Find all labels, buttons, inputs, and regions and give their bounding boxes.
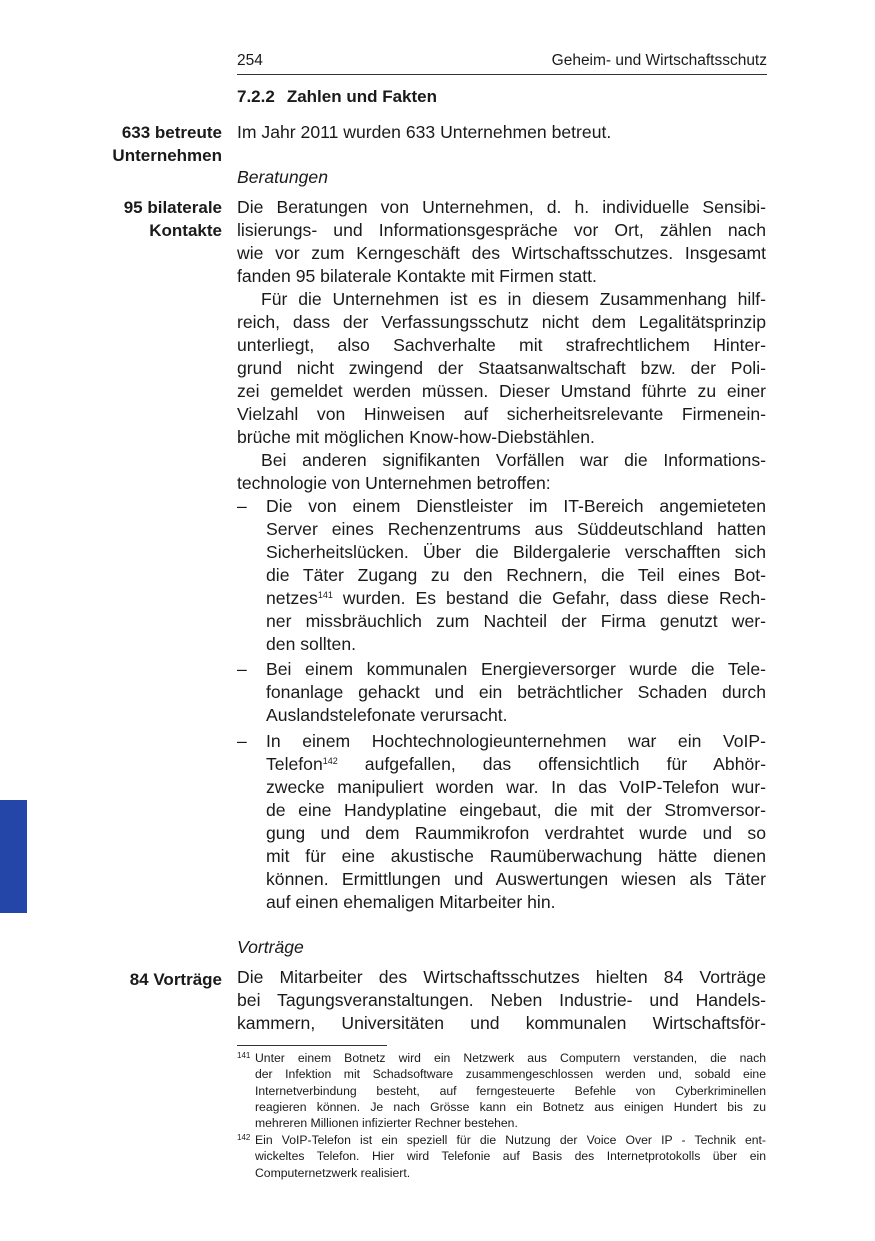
section-title: Zahlen und Fakten — [286, 87, 437, 106]
margin-note-line: 95 bilaterale — [123, 198, 222, 217]
paragraph-legalitaet — [237, 288, 766, 449]
paragraph-beratungen — [237, 196, 766, 288]
footnote-number: 142 — [237, 1133, 251, 1142]
subheading-beratungen: Beratungen — [237, 167, 328, 187]
text-line: technologie von Unternehmen betroffen: — [237, 473, 551, 493]
text-line: Vielzahl von Hinweisen auf sicherheitsrelevante Firmenein- — [237, 404, 766, 424]
text-line: kammern, Universitäten und kommunalen Wirtschaftsför- — [237, 1013, 766, 1033]
footnote-141 — [237, 1050, 766, 1131]
footnote-rule — [237, 1045, 387, 1046]
margin-note-talks — [130, 968, 222, 991]
footnote-ref-142: 142 — [322, 756, 338, 766]
text-line: Die Mitarbeiter des Wirtschaftsschutzes hielten 84 Vorträge — [237, 967, 766, 987]
text-line: wie vor zum Kerngeschäft des Wirtschaftsschutzes. Insgesamt — [237, 243, 766, 263]
bullet-dash: – — [237, 731, 247, 751]
margin-note-contacts — [124, 196, 222, 242]
text-line: reich, dass der Verfassungsschutz nicht dem Legalitätsprinzip — [237, 312, 766, 332]
text-line: können. Ermittlungen und Auswertungen wiesen als Täter — [266, 869, 766, 889]
text-line: fanden 95 bilaterale Kontakte mit Firmen statt. — [237, 266, 597, 286]
text-line: Server eines Rechenzentrums aus Süddeutschland hatten — [266, 519, 766, 539]
text-fragment: Telefon — [266, 754, 323, 774]
text-line: zei gemeldet werden müssen. Dieser Umstand führte zu einer — [237, 381, 766, 401]
text-line: Bei anderen signifikanten Vorfällen war die Informations- — [261, 450, 766, 470]
text-line: zwecke manipuliert worden war. In das VoIP-Telefon wur- — [266, 777, 766, 797]
text-fragment: wurden. Es bestand die Gefahr, dass diese Rech- — [332, 588, 766, 608]
text-line: auf einen ehemaligen Mitarbeiter hin. — [266, 892, 556, 912]
page-number: 254 — [237, 52, 263, 69]
section-number: 7.2.2 — [237, 87, 275, 106]
margin-note-line: Kontakte — [149, 221, 222, 240]
footnote-ref-141: 141 — [317, 590, 333, 600]
subheading-vortraege: Vorträge — [237, 937, 304, 957]
footnote-number: 141 — [237, 1051, 251, 1060]
footnote-line: wickeltes Telefon. Hier wird Telefonie auf Basis des Internetprotokolls über ein — [255, 1149, 766, 1164]
text-line: grund nicht zwingend der Staatsanwaltschaft bzw. der Poli- — [237, 358, 766, 378]
text-line: Für die Unternehmen ist es in diesem Zusammenhang hilf- — [261, 289, 766, 309]
text-line: Auslandstelefonate verursacht. — [266, 705, 508, 725]
paragraph-vorfaelle — [237, 449, 766, 495]
footnote-line: mehreren Millionen infizierter Rechner bestehen. — [255, 1116, 518, 1131]
text-line: fonanlage gehackt und ein beträchtlicher Schaden durch — [266, 682, 766, 702]
bullet-dash: – — [237, 496, 247, 516]
text-line: In einem Hochtechnologieunternehmen war ein VoIP- — [266, 731, 766, 751]
text-line: Die Beratungen von Unternehmen, d. h. individuelle Sensibi- — [237, 197, 766, 217]
section-heading — [237, 87, 437, 107]
footnote-line: der Infektion mit Schadsoftware zusammengeschlossen werden und, sobald eine — [255, 1067, 766, 1082]
bullet-dash: – — [237, 659, 247, 679]
running-title: Geheim- und Wirtschaftsschutz — [551, 52, 767, 69]
text-line: de eine Handyplatine eingebaut, die mit der Stromversor- — [266, 800, 766, 820]
footnote-line: reagieren können. Je nach Grösse kann ein Botnetz aus einigen Hundert bis zu — [255, 1099, 766, 1114]
footnote-line: Computernetzwerk realisiert. — [255, 1165, 411, 1180]
text-line: lisierungs- und Informationsgespräche vor Ort, zählen nach — [237, 220, 766, 240]
paragraph-vortraege — [237, 966, 766, 1035]
footnote-line: Ein VoIP-Telefon ist ein speziell für die Nutzung der Voice Over IP - Technik ent- — [255, 1133, 766, 1147]
text-line: bei Tagungsveranstaltungen. Neben Industrie- und Handels- — [237, 990, 766, 1010]
text-line: die Täter Zugang zu den Rechnern, die Teil eines Bot- — [266, 565, 766, 585]
bullet-energieversorger — [237, 658, 766, 727]
text-line: mit für eine akustische Raumüberwachung hätte dienen — [266, 846, 766, 866]
margin-note-line: Unternehmen — [112, 146, 222, 165]
footnote-line: Internetverbindung besteht, auf ferngesteuerte Befehle von Cyberkriminellen — [255, 1083, 766, 1098]
text-fragment: netzes — [266, 588, 318, 608]
margin-note-companies — [112, 121, 222, 167]
margin-note-line: 633 betreute — [121, 123, 222, 142]
chapter-thumb-tab — [0, 800, 27, 913]
intro-paragraph — [237, 121, 766, 144]
footnote-line: Unter einem Botnetz wird ein Netzwerk aus Computern verstanden, die nach — [255, 1051, 766, 1065]
text-fragment: aufgefallen, das offensichtlich für Abhör- — [337, 754, 766, 774]
text-line — [266, 587, 766, 610]
text-line: brüche mit möglichen Know-how-Diebstählen. — [237, 427, 595, 447]
text-line: den sollten. — [266, 634, 356, 654]
text-line: unterliegt, also Sachverhalte mit strafrechtlichem Hinter- — [237, 335, 766, 355]
text-line: Bei einem kommunalen Energieversorger wurde die Tele- — [266, 659, 766, 679]
page-header — [237, 50, 767, 75]
text-line: ner missbräuchlich zum Nachteil der Firma genutzt wer- — [266, 611, 766, 631]
text-line — [266, 753, 766, 776]
bullet-voip — [237, 730, 766, 914]
text-line: Die von einem Dienstleister im IT-Bereich angemieteten — [266, 496, 766, 516]
text-line: Sicherheitslücken. Über die Bildergalerie verschafften sich — [266, 542, 766, 562]
footnote-142 — [237, 1132, 766, 1181]
text-line: gung und dem Raummikrofon verdrahtet wurde und so — [266, 823, 766, 843]
text-line: Im Jahr 2011 wurden 633 Unternehmen betreut. — [237, 122, 612, 142]
bullet-server — [237, 495, 766, 656]
margin-note-line: 84 Vorträge — [129, 970, 222, 989]
